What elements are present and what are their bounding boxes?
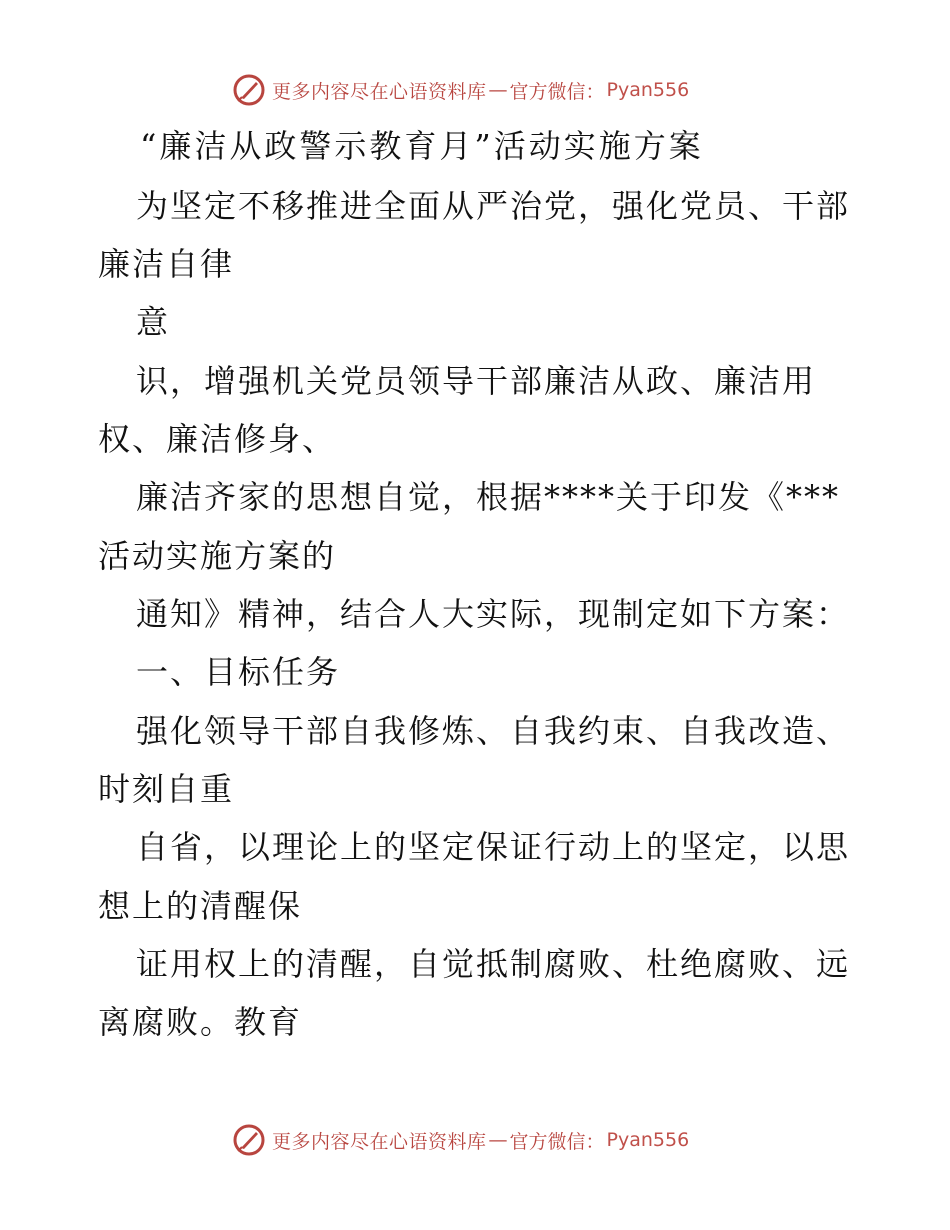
footer-site-name: 更多内容尽在心语资料库 — [272, 1130, 487, 1153]
document-title: “廉洁从政警示教育月”活动实施方案 — [140, 127, 704, 165]
quill-circle-icon — [232, 73, 266, 107]
header-banner — [232, 70, 752, 110]
section-heading: 一、目标任务 — [136, 653, 341, 691]
body-line: 通知》精神，结合人大实际，现制定如下方案： — [136, 595, 851, 633]
body-line: 想上的清醒保 — [98, 887, 303, 925]
body-line: 自省，以理论上的坚定保证行动上的坚定，以思 — [136, 828, 851, 866]
body-line: 强化领导干部自我修炼、自我约束、自我改造、 — [136, 712, 851, 750]
header-wechat-label: 官方微信： — [509, 80, 605, 103]
footer-banner — [232, 1120, 752, 1160]
body-line: 廉洁齐家的思想自觉，根据****关于印发《*** — [136, 478, 841, 516]
quill-circle-icon — [232, 1123, 266, 1157]
body-line: 识，增强机关党员领导干部廉洁从政、廉洁用 — [136, 362, 817, 400]
header-dash: — — [488, 79, 508, 101]
body-line: 为坚定不移推进全面从严治党，强化党员、干部 — [136, 187, 851, 225]
body-line: 证用权上的清醒，自觉抵制腐败、杜绝腐败、远 — [136, 945, 851, 983]
header-site-name: 更多内容尽在心语资料库 — [272, 80, 487, 103]
body-line: 权、廉洁修身、 — [98, 420, 337, 458]
header-wechat-id: Pyan556 — [606, 79, 690, 101]
footer-wechat-label: 官方微信： — [509, 1130, 605, 1153]
body-line: 廉洁自律 — [98, 245, 235, 283]
body-line: 时刻自重 — [98, 770, 235, 808]
body-line: 意 — [136, 303, 171, 341]
body-line: 活动实施方案的 — [98, 537, 337, 575]
body-line: 离腐败。教育 — [98, 1003, 303, 1041]
footer-wechat-id: Pyan556 — [606, 1129, 690, 1151]
footer-dash: — — [488, 1129, 508, 1151]
